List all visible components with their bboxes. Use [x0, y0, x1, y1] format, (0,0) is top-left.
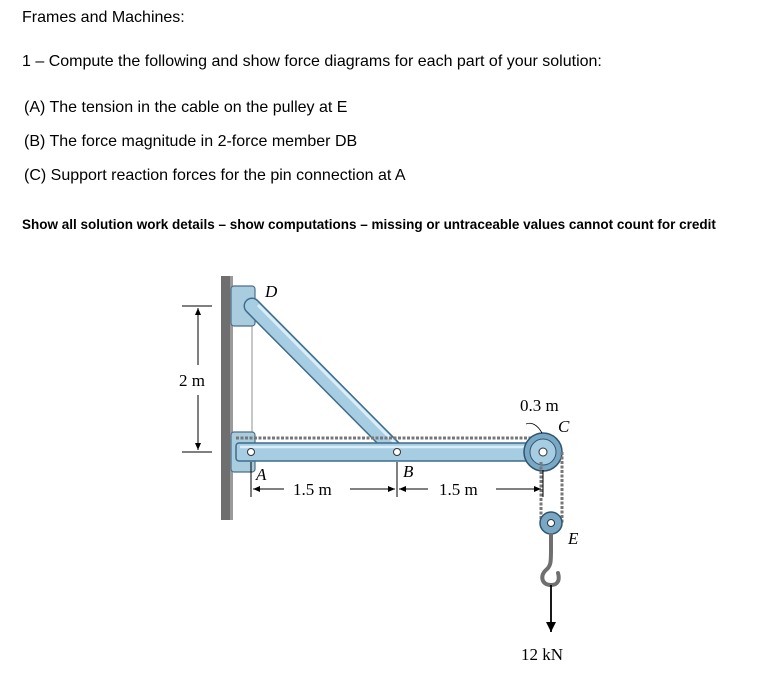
strut-db-highlight [258, 305, 400, 448]
hook [542, 549, 558, 585]
part-b: (B) The force magnitude in 2-force member DB [24, 133, 358, 150]
instruction: Show all solution work details – show computations – missing or untraceable values cannot count for credit [22, 217, 716, 232]
load-label: 12 kN [521, 645, 564, 664]
label-d: D [265, 282, 278, 301]
problem-statement: 1 – Compute the following and show force diagrams for each part of your solution: [22, 53, 602, 70]
pulley-c-axle [539, 448, 547, 456]
part-c: (C) Support reaction forces for the pin connection at A [24, 167, 406, 184]
heading: Frames and Machines: [22, 9, 185, 26]
label-b: B [403, 462, 414, 481]
strut-db [252, 306, 397, 452]
dim-radius-label: 0.3 m [520, 396, 559, 415]
label-e: E [568, 529, 579, 548]
label-a: A [256, 465, 267, 484]
dim-ab-label: 1.5 m [293, 480, 332, 499]
pulley-e-axle [548, 520, 555, 527]
dim-height-label: 2 m [179, 371, 205, 390]
dim-bc-label: 1.5 m [439, 480, 478, 499]
radius-leader [526, 423, 542, 433]
hook-shank [549, 533, 553, 549]
part-a: (A) The tension in the cable on the pulley at E [24, 99, 348, 116]
label-c: C [558, 417, 570, 436]
pin-a [248, 449, 255, 456]
pin-b [394, 449, 401, 456]
